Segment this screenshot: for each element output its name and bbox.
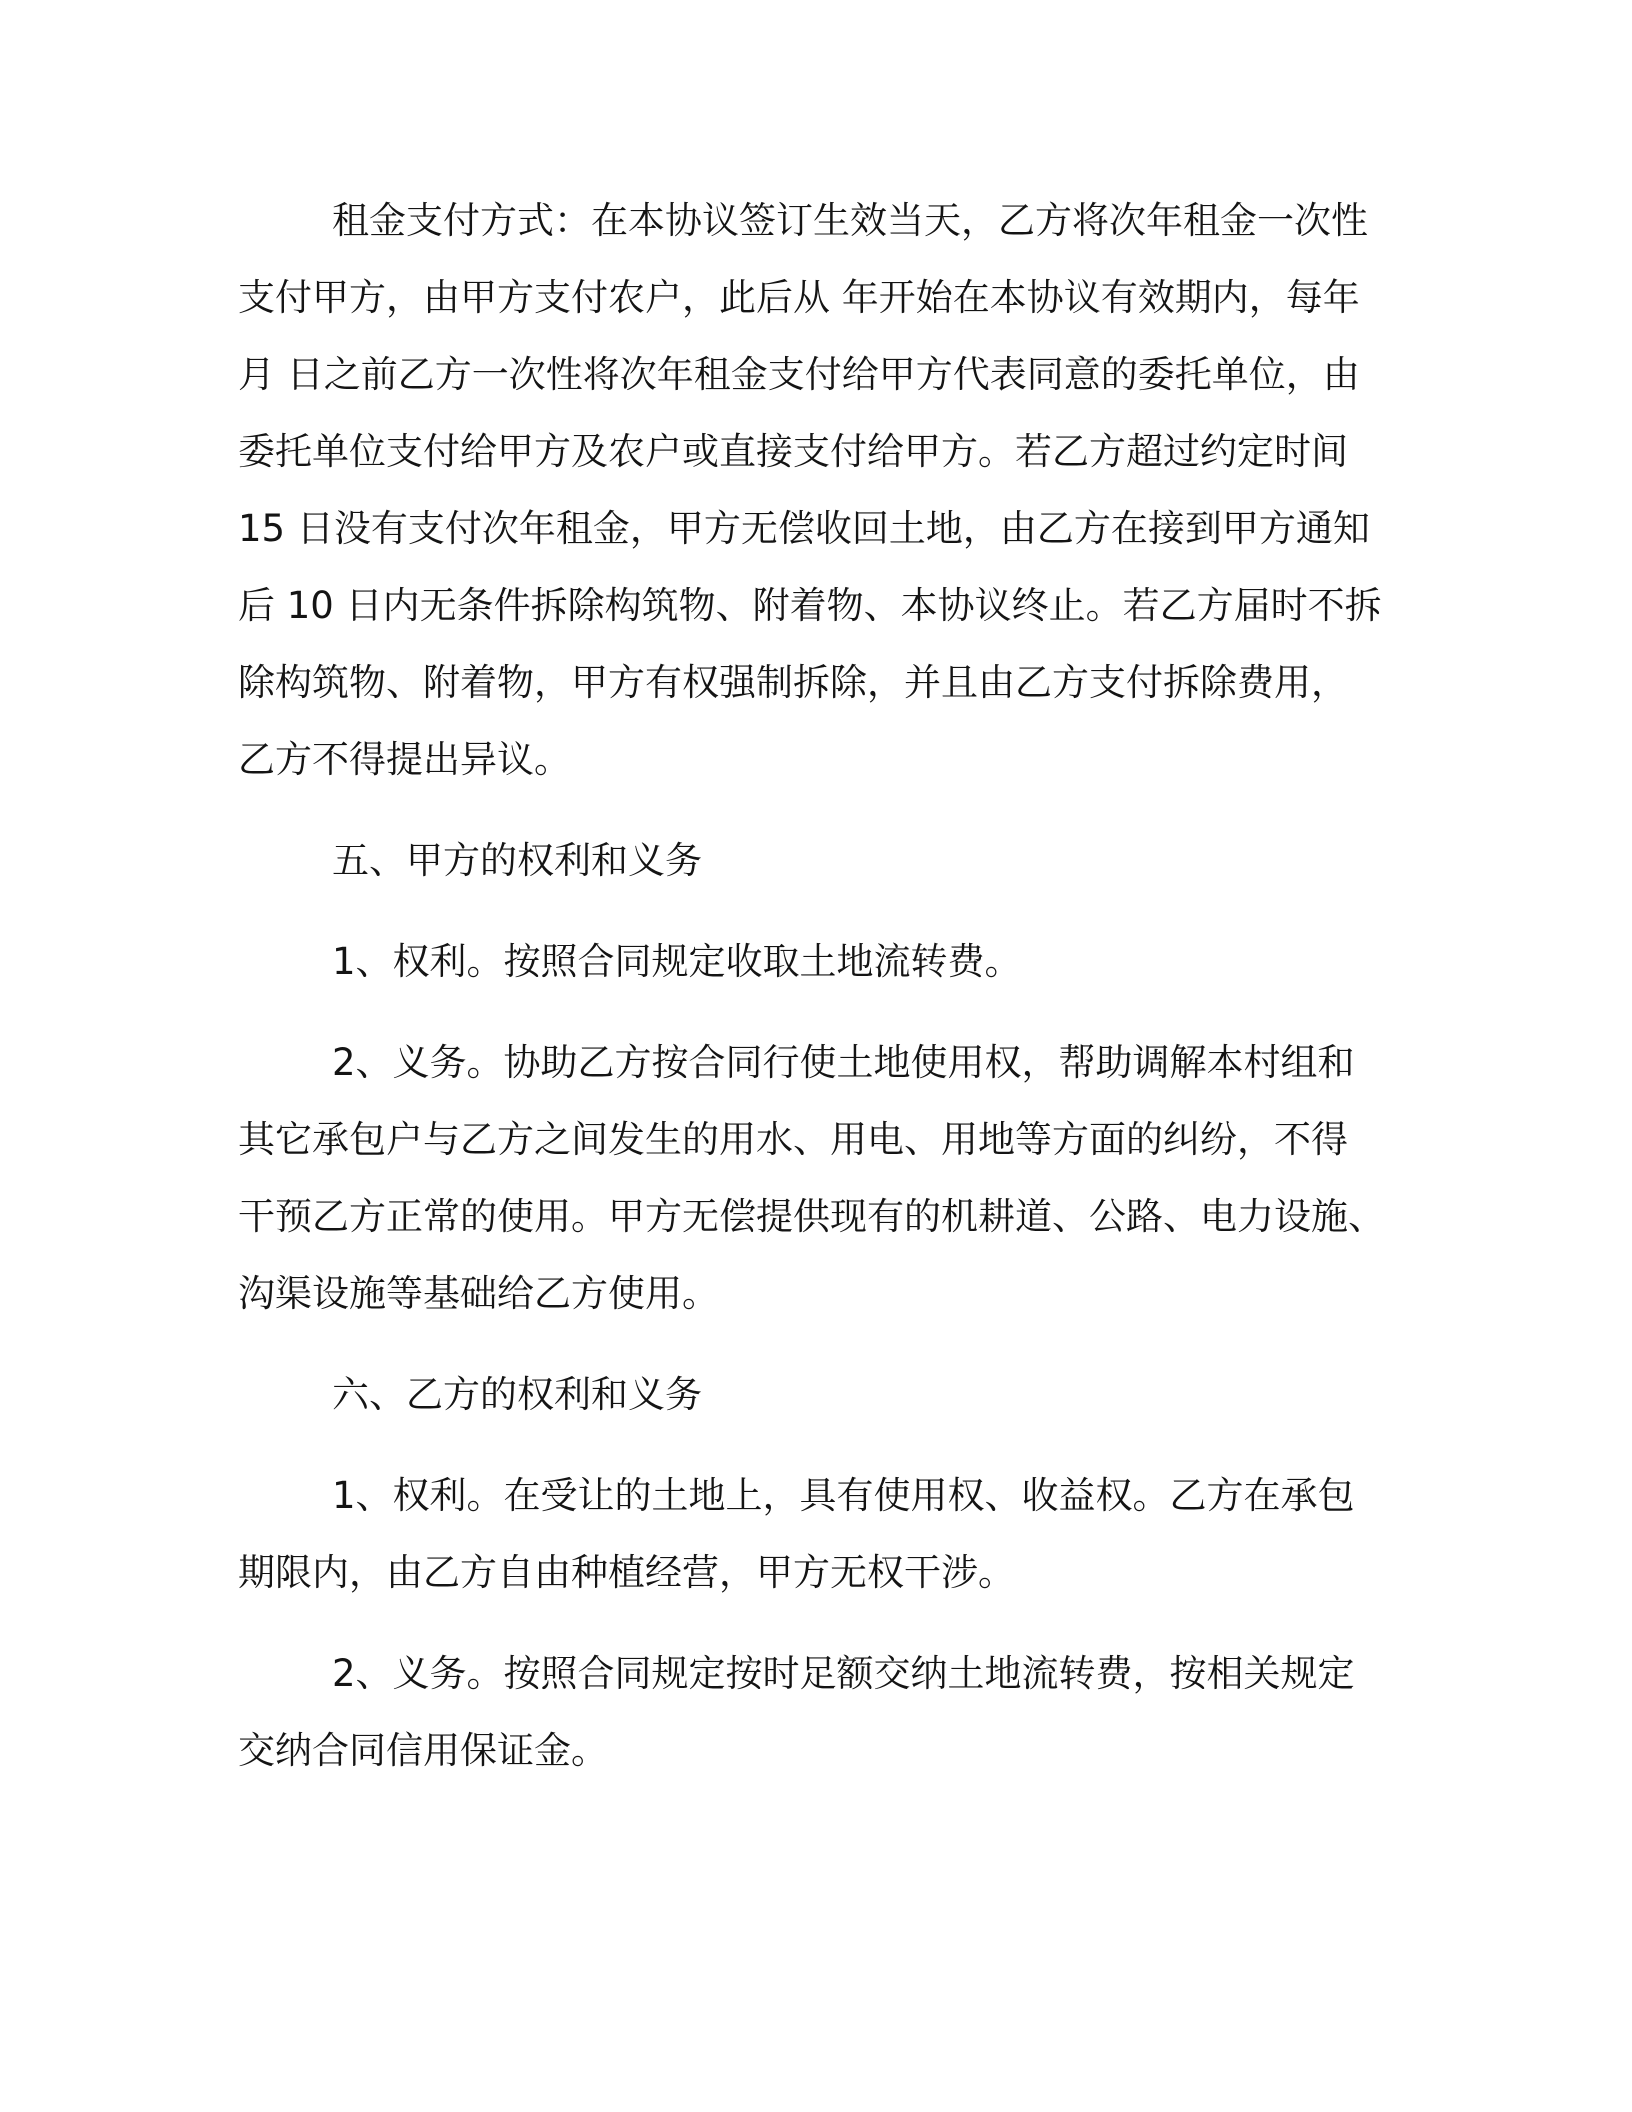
text-line: 期限内，由乙方自由种植经营，甲方无权干涉。 <box>238 1551 1015 1594</box>
text-line: 委托单位支付给甲方及农户或直接支付给甲方。若乙方超过约定时间 <box>238 430 1348 473</box>
paragraph-party-b-obligations <box>238 1635 1378 1789</box>
text-line: 租金支付方式：在本协议签订生效当天，乙方将次年租金一次性 <box>332 199 1368 242</box>
text-line: 支付甲方，由甲方支付农户，此后从 年开始在本协议有效期内，每年 <box>238 276 1360 319</box>
text-line: 2、义务。协助乙方按合同行使土地使用权，帮助调解本村组和 <box>332 1041 1355 1084</box>
text-line: 其它承包户与乙方之间发生的用水、用电、用地等方面的纠纷，不得 <box>238 1118 1348 1161</box>
heading-line: 五、甲方的权利和义务 <box>332 839 702 882</box>
text-line: 交纳合同信用保证金。 <box>238 1729 608 1772</box>
text-line: 乙方不得提出异议。 <box>238 738 571 781</box>
paragraph-rent-payment <box>238 182 1382 798</box>
paragraph-party-b-rights <box>238 1457 1378 1611</box>
text-line: 1、权利。按照合同规定收取土地流转费。 <box>332 940 1022 983</box>
text-line: 除构筑物、附着物，甲方有权强制拆除，并且由乙方支付拆除费用， <box>238 661 1348 704</box>
text-line: 2、义务。按照合同规定按时足额交纳土地流转费，按相关规定 <box>332 1652 1355 1695</box>
paragraph-party-a-obligations <box>238 1024 1385 1332</box>
section-heading-party-b <box>238 1356 1378 1433</box>
text-line: 月 日之前乙方一次性将次年租金支付给甲方代表同意的委托单位，由 <box>238 353 1360 396</box>
paragraph-party-a-rights <box>238 923 1378 1000</box>
section-heading-party-a <box>238 822 1378 899</box>
text-line: 15 日没有支付次年租金，甲方无偿收回土地，由乙方在接到甲方通知 <box>238 507 1370 550</box>
text-line: 1、权利。在受让的土地上，具有使用权、收益权。乙方在承包 <box>332 1474 1355 1517</box>
text-line: 后 10 日内无条件拆除构筑物、附着物、本协议终止。若乙方届时不拆 <box>238 584 1382 627</box>
document-body <box>238 182 1385 1789</box>
text-line: 干预乙方正常的使用。甲方无偿提供现有的机耕道、公路、电力设施、 <box>238 1195 1385 1238</box>
text-line: 沟渠设施等基础给乙方使用。 <box>238 1272 719 1315</box>
heading-line: 六、乙方的权利和义务 <box>332 1373 702 1416</box>
